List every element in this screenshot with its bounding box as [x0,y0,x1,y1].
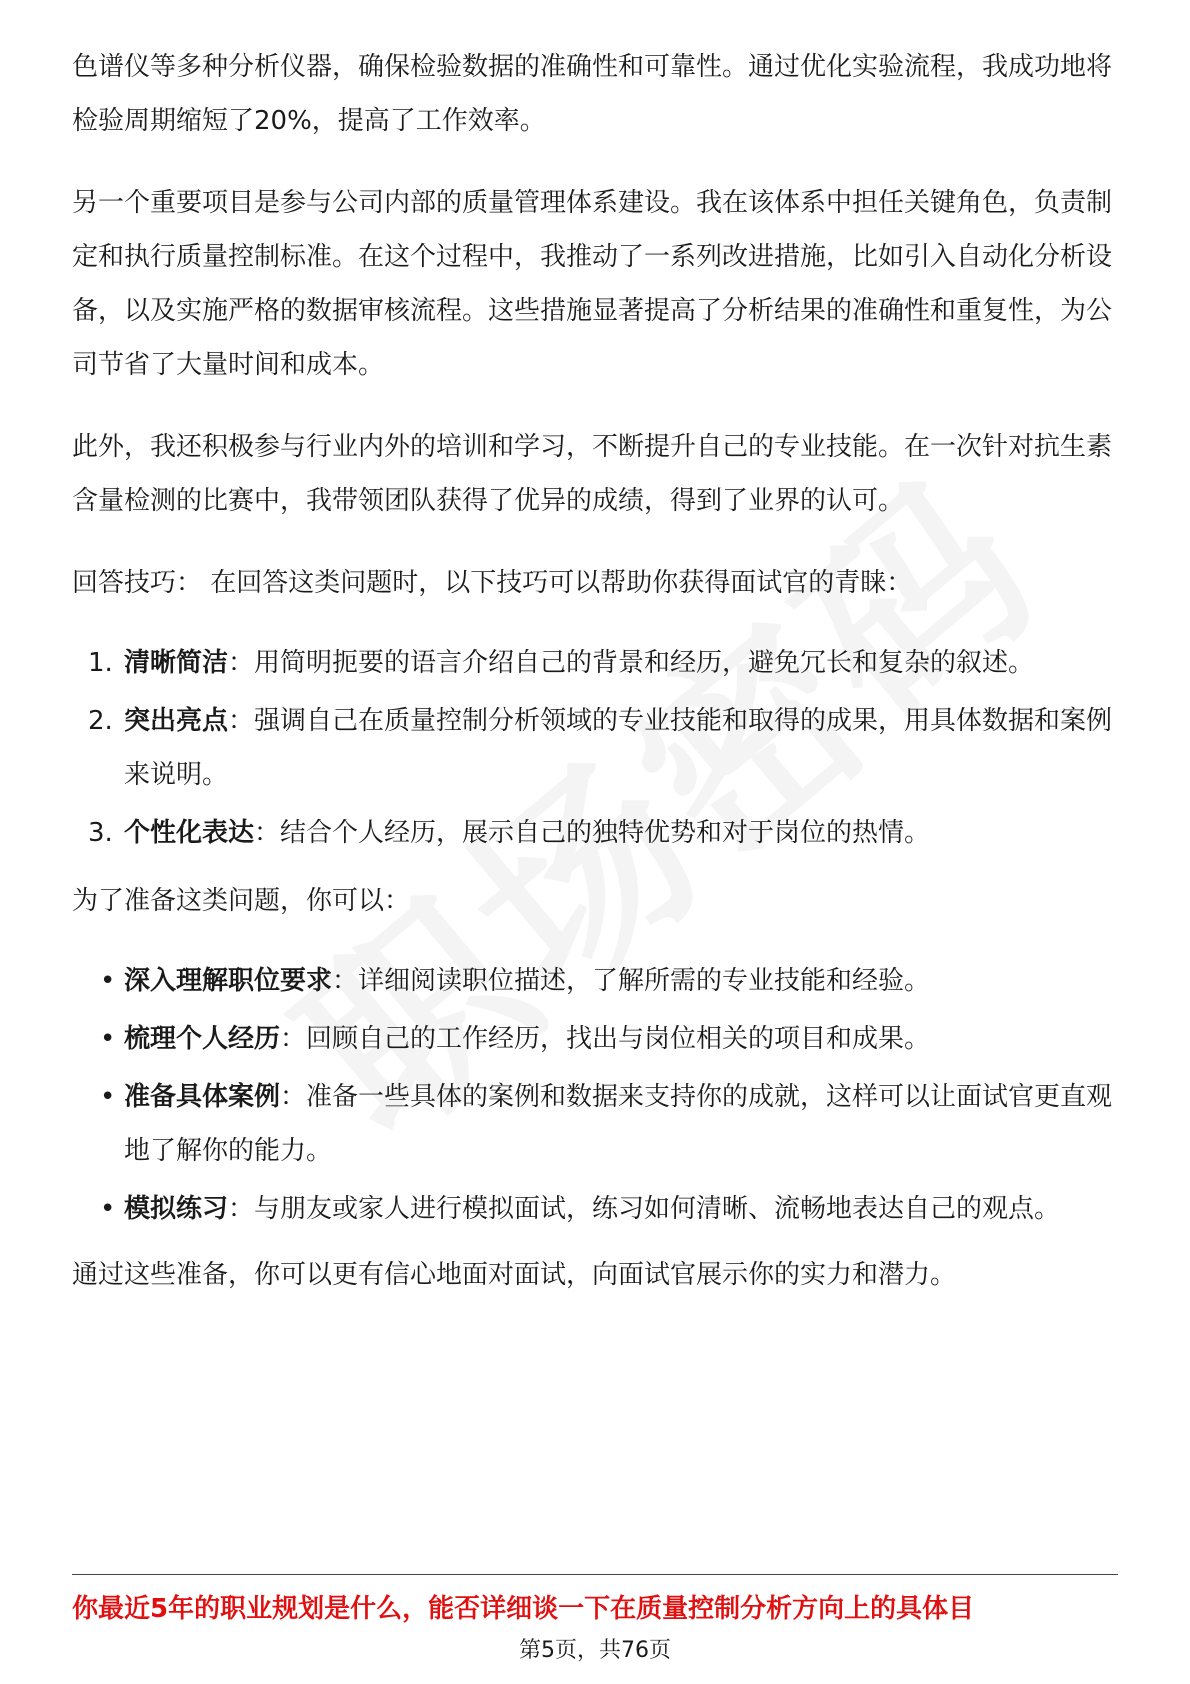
list-number: 2. [88,706,113,736]
bullet-icon: • [100,1194,116,1224]
list-item [72,636,1118,690]
paragraph-3: 此外，我还积极参与行业内外的培训和学习，不断提升自己的专业技能。在一次针对抗生素含量检测的比赛中，我带领团队获得了优异的成绩，得到了业界的认可。 [72,432,1113,516]
prep-intro: 为了准备这类问题，你可以： [72,886,411,916]
tip-text: ：用简明扼要的语言介绍自己的背景和经历，避免冗长和复杂的叙述。 [228,648,1035,678]
prep-title: 准备具体案例 [124,1082,281,1112]
tip-text: ：结合个人经历，展示自己的独特优势和对于岗位的热情。 [254,818,931,848]
prep-title: 深入理解职位要求 [124,966,333,996]
paragraph-1: 色谱仪等多种分析仪器，确保检验数据的准确性和可靠性。通过优化实验流程，我成功地将检验周期缩短了20%，提高了工作效率。 [72,52,1113,136]
next-question-heading: 你最近5年的职业规划是什么，能否详细谈一下在质量控制分析方向上的具体目 [72,1594,975,1624]
tips-list [72,636,1118,860]
bullet-icon: • [100,1082,116,1112]
list-number: 1. [88,648,113,678]
closing-paragraph: 通过这些准备，你可以更有信心地面对面试，向面试官展示你的实力和潜力。 [72,1260,957,1290]
list-item [72,806,1118,860]
list-number: 3. [88,818,113,848]
answer-tips-intro: 回答技巧： 在回答这类问题时，以下技巧可以帮助你获得面试官的青睐： [72,568,913,598]
list-item [72,954,1118,1008]
prep-text: ：详细阅读职位描述，了解所需的专业技能和经验。 [332,966,931,996]
prep-title: 梳理个人经历 [124,1024,281,1054]
prep-text: ：回顾自己的工作经历，找出与岗位相关的项目和成果。 [280,1024,931,1054]
tip-text: ：强调自己在质量控制分析领域的专业技能和取得的成果，用具体数据和案例来说明。 [124,706,1113,790]
bullet-icon: • [100,966,116,996]
prep-text: ：与朋友或家人进行模拟面试，练习如何清晰、流畅地表达自己的观点。 [228,1194,1061,1224]
list-item [72,1070,1118,1178]
bullet-icon: • [100,1024,116,1054]
list-item [72,1012,1118,1066]
tip-title: 清晰简洁 [124,648,229,678]
section-divider [72,1574,1118,1575]
page-number: 第5页，共76页 [519,1638,671,1663]
prep-list [72,954,1118,1236]
tip-title: 个性化表达 [124,818,255,848]
tip-title: 突出亮点 [124,706,229,736]
paragraph-2: 另一个重要项目是参与公司内部的质量管理体系建设。我在该体系中担任关键角色，负责制定和执行质量控制标准。在这个过程中，我推动了一系列改进措施，比如引入自动化分析设备，以及实施严格的数据审核流程。这些措施显著提高了分析结果的准确性和重复性，为公司节省了大量时间和成本。 [72,188,1113,380]
list-item [72,694,1118,802]
prep-text: ：准备一些具体的案例和数据来支持你的成就，这样可以让面试官更直观地了解你的能力。 [124,1082,1113,1166]
list-item [72,1182,1118,1236]
page-content [72,40,1118,1330]
prep-title: 模拟练习 [124,1194,229,1224]
